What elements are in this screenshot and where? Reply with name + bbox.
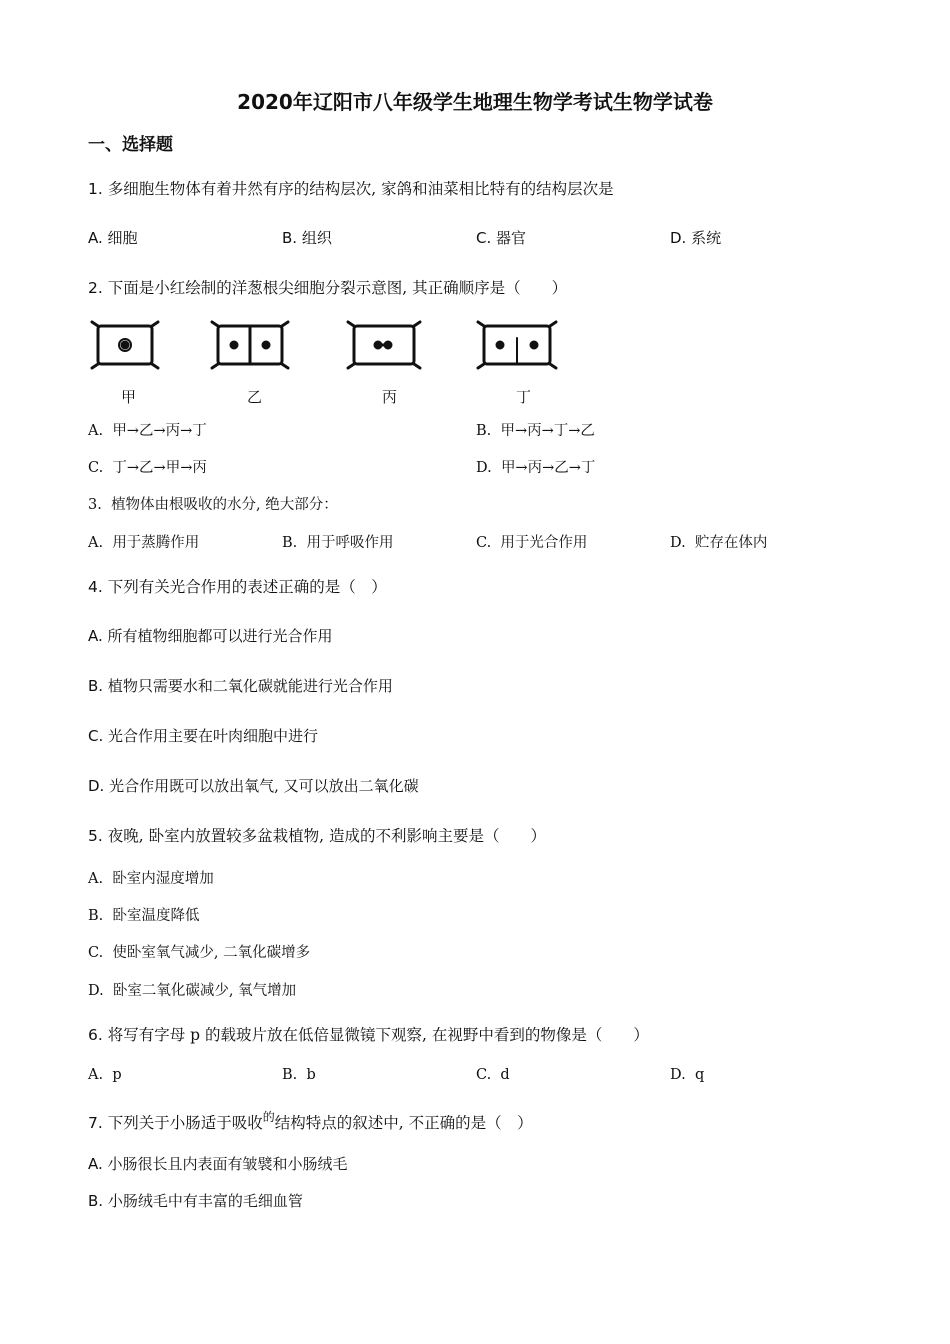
figure-label-jia: 甲 (121, 388, 137, 406)
question-number: 6. (88, 1026, 103, 1044)
q7-option-a: A. 小肠很长且内表面有皱襞和小肠绒毛 (88, 1155, 348, 1173)
q5-option-d: D. 卧室二氧化碳减少, 氧气增加 (88, 983, 297, 999)
q3-option-b: B. 用于呼吸作用 (282, 535, 394, 551)
figure-label-yi: 乙 (247, 388, 263, 406)
q4-option-c: C. 光合作用主要在叶肉细胞中进行 (88, 727, 319, 745)
question-4 (88, 575, 387, 597)
question-2 (88, 276, 567, 298)
q5-option-b: B. 卧室温度降低 (88, 908, 200, 924)
q2-option-c: C. 丁→乙→甲→丙 (88, 460, 207, 476)
question-text: 多细胞生物体有着井然有序的结构层次, 家鸽和油菜相比特有的结构层次是 (107, 180, 614, 198)
cell-yi (212, 322, 288, 368)
question-text: 将写有字母 p 的载玻片放在低倍显微镜下观察, 在视野中看到的物像是（ ） (107, 1026, 649, 1044)
question-number: 1. (88, 180, 103, 198)
q4-option-d: D. 光合作用既可以放出氧气, 又可以放出二氧化碳 (88, 777, 419, 795)
q1-option-a: A. 细胞 (88, 229, 138, 247)
q4-option-a: A. 所有植物细胞都可以进行光合作用 (88, 627, 333, 645)
q6-option-d: D. q (670, 1067, 705, 1083)
question-text: 夜晚, 卧室内放置较多盆栽植物, 造成的不利影响主要是（ ） (107, 827, 546, 845)
q2-option-b: B. 甲→丙→丁→乙 (476, 423, 595, 439)
q6-option-b: B. b (282, 1067, 316, 1083)
question-number: 2. (88, 279, 103, 297)
question-1 (88, 177, 614, 199)
cell-bing (348, 322, 420, 368)
q6-option-a: A. p (88, 1067, 122, 1083)
q4-option-b: B. 植物只需要水和二氧化碳就能进行光合作用 (88, 677, 393, 695)
section-heading: 一、选择题 (88, 135, 173, 155)
exam-title: 2020年辽阳市八年级学生地理生物学考试生物学试卷 (237, 90, 713, 114)
q5-option-c: C. 使卧室氧气减少, 二氧化碳增多 (88, 945, 311, 961)
question-7 (88, 1111, 533, 1133)
question-6 (88, 1023, 649, 1045)
q1-option-b: B. 组织 (282, 229, 332, 247)
q7-option-b: B. 小肠绒毛中有丰富的毛细血管 (88, 1192, 303, 1210)
figure-label-ding: 丁 (516, 388, 532, 406)
question-number: 7. (88, 1114, 103, 1132)
q1-option-d: D. 系统 (670, 229, 722, 247)
question-3 (88, 493, 338, 514)
question-number: 4. (88, 578, 103, 596)
q3-option-c: C. 用于光合作用 (476, 535, 588, 551)
q3-option-d: D. 贮存在体内 (670, 535, 768, 551)
q2-option-a: A. 甲→乙→丙→丁 (88, 423, 207, 439)
question-text: 植物体由根吸收的水分, 绝大部分： (111, 497, 338, 513)
question-text-part1: 下列关于小肠适于吸收 (107, 1114, 263, 1132)
question-text: 下面是小红绘制的洋葱根尖细胞分裂示意图, 其正确顺序是（ ） (107, 279, 568, 297)
cell-division-figure (88, 316, 568, 376)
figure-label-bing: 丙 (382, 388, 398, 406)
q1-option-c: C. 器官 (476, 229, 527, 247)
q2-option-d: D. 甲→丙→乙→丁 (476, 460, 596, 476)
question-5 (88, 824, 546, 846)
q5-option-a: A. 卧室内湿度增加 (88, 871, 214, 887)
q3-option-a: A. 用于蒸腾作用 (88, 535, 200, 551)
q6-option-c: C. d (476, 1067, 510, 1083)
question-text-part2: 结构特点的叙述中, 不正确的是（ ） (274, 1114, 533, 1132)
question-number: 5. (88, 827, 103, 845)
cell-jia (92, 322, 158, 368)
question-text-superscript: 的 (262, 1110, 275, 1124)
cell-ding (478, 322, 556, 368)
question-number: 3. (88, 497, 102, 513)
question-text: 下列有关光合作用的表述正确的是（ ） (107, 578, 387, 596)
